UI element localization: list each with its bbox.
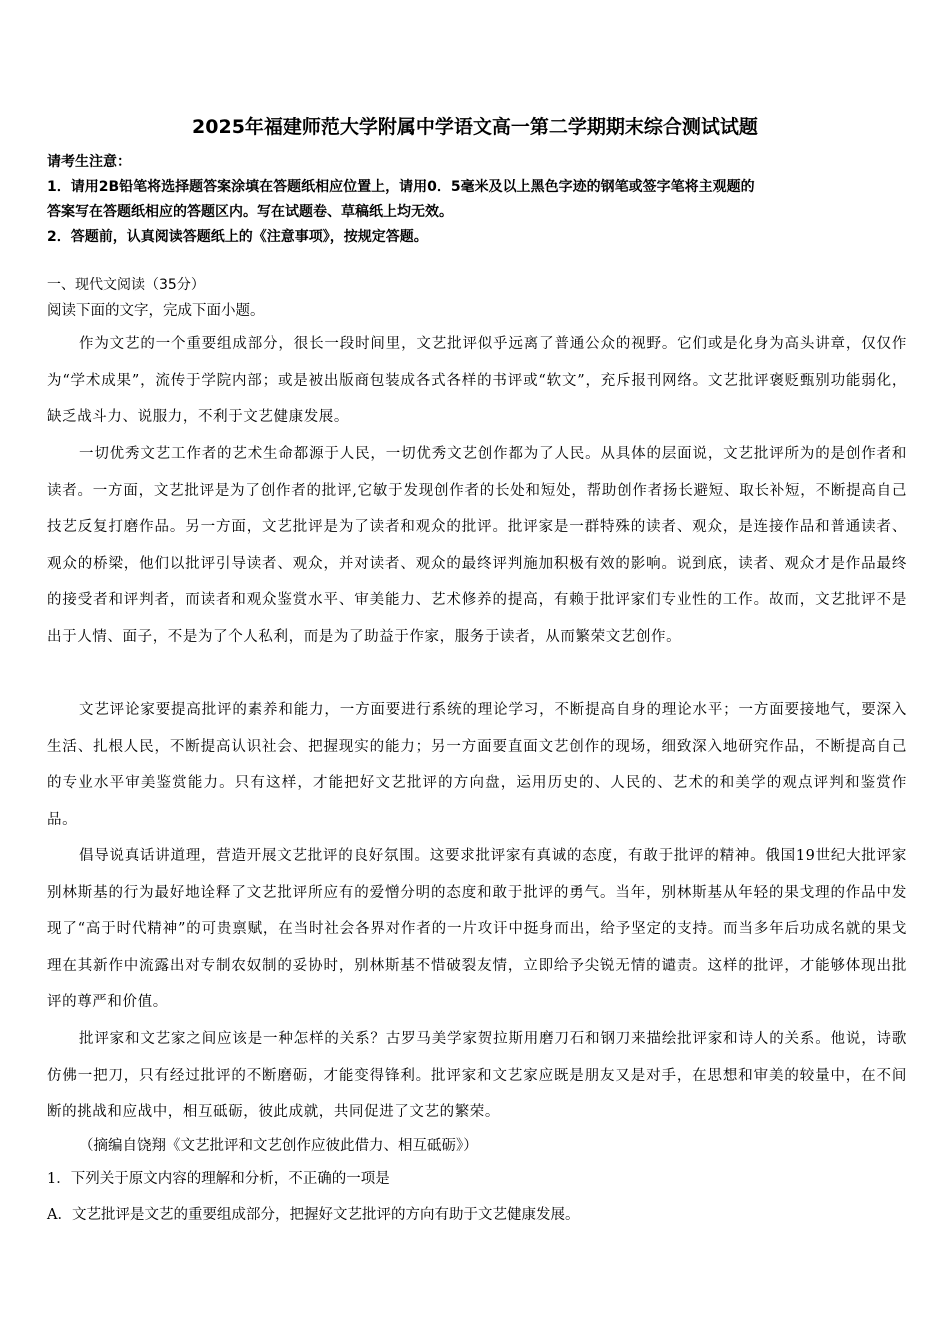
reading-instruction: 阅读下面的文字，完成下面小题。 [47, 303, 265, 319]
notice-item-1-line-2: 答案写在答题纸相应的答题区内。写在试题卷、草稿纸上均无效。 [47, 204, 453, 220]
exam-title: 2025年福建师范大学附属中学语文高一第二学期期末综合测试试题 [192, 116, 758, 138]
passage-source: （摘编自饶翔《文艺批评和文艺创作应彼此借力、相互砥砺》） [79, 1138, 478, 1154]
passage-paragraph-5: 批评家和文艺家之间应该是一种怎样的关系？古罗马美学家贺拉斯用磨刀石和钢刀来描绘批评家和诗人的关系。他说，诗歌仿佛一把刀，只有经过批评的不断磨砺，才能变得锋利。批评家和文艺家应既是朋友又是对手，在思想和审美的较量中，在不间断的挑战和应战中，相互砥砺，彼此成就，共同促进了文艺的繁荣。 [47, 1031, 907, 1121]
question-1-stem: 1．下列关于原文内容的理解和分析，不正确的一项是 [47, 1171, 390, 1187]
exam-notice [47, 150, 907, 250]
section-heading: 一、现代文阅读（35分） [47, 277, 205, 293]
passage-paragraph-3: 文艺评论家要提高批评的素养和能力，一方面要进行系统的理论学习，不断提高自身的理论水平；一方面要接地气，要深入生活、扎根人民，不断提高认识社会、把握现实的能力；另一方面要直面文艺创作的现场，细致深入地研究作品，不断提高自己的专业水平审美鉴赏能力。只有这样，才能把好文艺批评的方向盘，运用历史的、人民的、艺术的和美学的观点评判和鉴赏作品。 [47, 702, 907, 828]
notice-item-2: 2．答题前，认真阅读答题纸上的《注意事项》，按规定答题。 [47, 229, 428, 245]
question-1-option-a: A．文艺批评是文艺的重要组成部分，把握好文艺批评的方向有助于文艺健康发展。 [47, 1207, 580, 1223]
notice-item-1-line-1: 1．请用2B铅笔将选择题答案涂填在答题纸相应位置上，请用0．5毫米及以上黑色字迹的钢笔或签字笔将主观题的 [47, 179, 755, 195]
passage-paragraph-1: 作为文艺的一个重要组成部分，很长一段时间里，文艺批评似乎远离了普通公众的视野。它们或是化身为高头讲章，仅仅作为“学术成果”，流传于学院内部；或是被出版商包装成各式各样的书评或“软文”，充斥报刊网络。文艺批评褒贬甄别功能弱化，缺乏战斗力、说服力，不利于文艺健康发展。 [47, 336, 907, 426]
passage-paragraph-4: 倡导说真话讲道理，营造开展文艺批评的良好氛围。这要求批评家有真诚的态度，有敢于批评的精神。俄国19世纪大批评家别林斯基的行为最好地诠释了文艺批评所应有的爱憎分明的态度和敢于批评的勇气。当年，别林斯基从年轻的果戈理的作品中发现了“高于时代精神”的可贵禀赋，在当时社会各界对作者的一片攻讦中挺身而出，给予坚定的支持。而当多年后功成名就的果戈理在其新作中流露出对专制农奴制的妥协时，别林斯基不惜破裂友情，立即给予尖锐无情的谴责。这样的批评，才能够体现出批评的尊严和价值。 [47, 848, 907, 1011]
notice-heading: 请考生注意： [47, 154, 131, 170]
passage-paragraph-2: 一切优秀文艺工作者的艺术生命都源于人民，一切优秀文艺创作都为了人民。从具体的层面说，文艺批评所为的是创作者和读者。一方面，文艺批评是为了创作者的批评,它敏于发现创作者的长处和短处，帮助创作者扬长避短、取长补短，不断提高自己技艺反复打磨作品。另一方面，文艺批评是为了读者和观众的批评。批评家是一群特殊的读者、观众，是连接作品和普通读者、观众的桥梁，他们以批评引导读者、观众，并对读者、观众的最终评判施加积极有效的影响。说到底，读者、观众才是作品最终的接受者和评判者，而读者和观众鉴赏水平、审美能力、艺术修养的提高，有赖于批评家们专业性的工作。故而，文艺批评不是出于人情、面子，不是为了个人私利，而是为了助益于作家，服务于读者，从而繁荣文艺创作。 [47, 446, 907, 645]
